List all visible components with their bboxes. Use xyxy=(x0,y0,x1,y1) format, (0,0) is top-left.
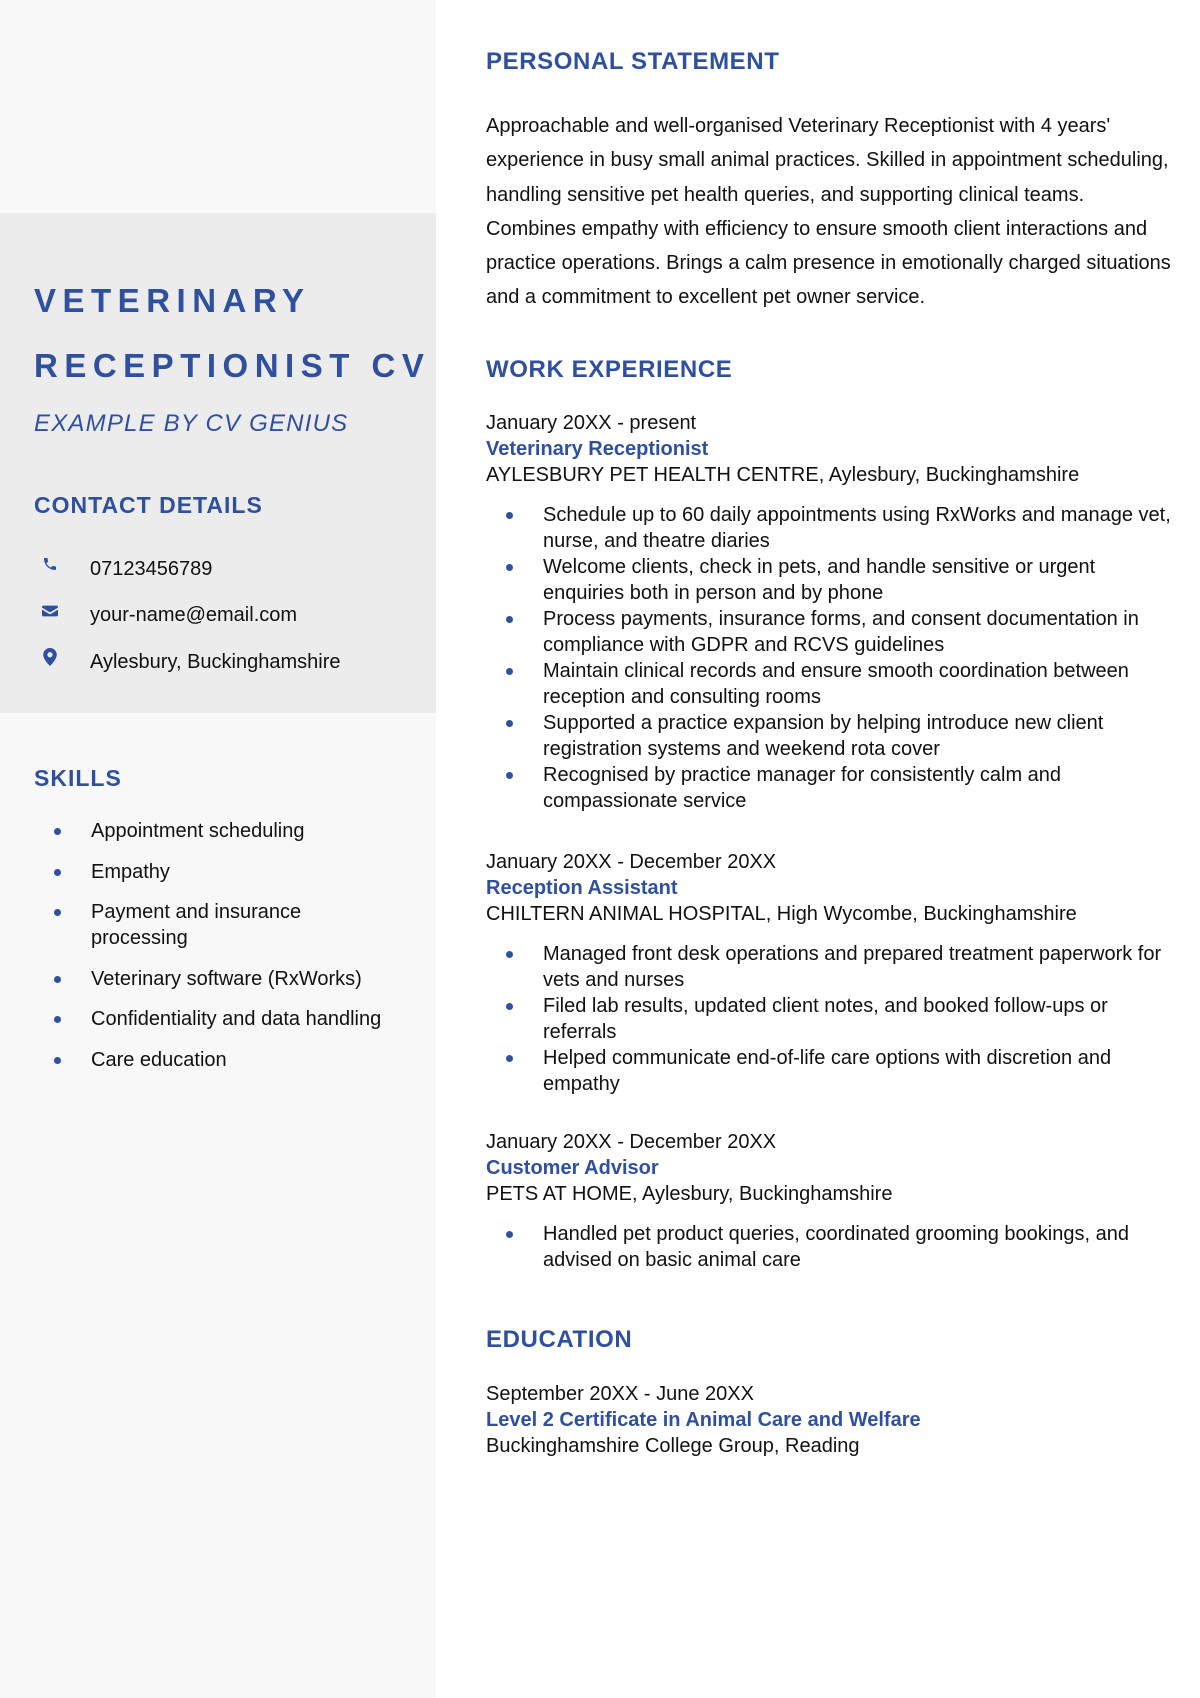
skills-list xyxy=(34,818,414,1087)
bullet-icon xyxy=(506,668,513,675)
job-bullet: Filed lab results, updated client notes, and booked follow-ups or referrals xyxy=(486,993,1176,1045)
job-bullet: Managed front desk operations and prepared treatment paperwork for vets and nurses xyxy=(486,941,1176,993)
bullet-icon xyxy=(506,1003,513,1010)
contact-phone-value: 07123456789 xyxy=(90,557,213,580)
bullet-icon xyxy=(506,772,513,779)
education-date: September 20XX - June 20XX xyxy=(486,1383,754,1405)
job-company: AYLESBURY PET HEALTH CENTRE, Aylesbury, Buckinghamshire xyxy=(486,464,1080,486)
bullet-icon xyxy=(506,720,513,727)
job-bullet: Supported a practice expansion by helping introduce new client registration systems and weekend rota cover xyxy=(486,710,1176,762)
phone-icon xyxy=(40,554,60,574)
contact-details-heading: CONTACT DETAILS xyxy=(34,492,263,518)
bullet-icon xyxy=(54,1016,61,1023)
job-title: Customer Advisor xyxy=(486,1157,659,1179)
bullet-icon xyxy=(506,1055,513,1062)
education-entry xyxy=(486,1381,1176,1459)
cv-subtitle: EXAMPLE BY CV GENIUS xyxy=(34,410,349,437)
bullet-icon xyxy=(506,951,513,958)
bullet-icon xyxy=(506,1231,513,1238)
bullet-icon xyxy=(54,909,61,916)
map-pin-icon xyxy=(40,647,60,667)
job-entry-2 xyxy=(486,849,1176,1097)
skill-item: Confidentiality and data handling xyxy=(34,1006,414,1032)
job-bullet: Recognised by practice manager for consistently calm and compassionate service xyxy=(486,762,1176,814)
job-bullet: Handled pet product queries, coordinated grooming bookings, and advised on basic animal care xyxy=(486,1221,1176,1273)
skill-item: Payment and insurance processing xyxy=(34,899,344,951)
bullet-icon xyxy=(506,616,513,623)
skill-item: Care education xyxy=(34,1047,414,1073)
education-institution: Buckinghamshire College Group, Reading xyxy=(486,1435,860,1457)
job-bullet: Maintain clinical records and ensure smooth coordination between reception and consulting rooms xyxy=(486,658,1176,710)
job-bullets xyxy=(486,941,1176,1097)
bullet-icon xyxy=(506,564,513,571)
contact-list xyxy=(40,546,341,686)
skill-item: Empathy xyxy=(34,859,414,885)
job-bullet: Helped communicate end-of-life care options with discretion and empathy xyxy=(486,1045,1176,1097)
skill-item: Appointment scheduling xyxy=(34,818,414,844)
job-bullet: Process payments, insurance forms, and consent documentation in compliance with GDPR and RCVS guidelines xyxy=(486,606,1176,658)
job-bullet: Welcome clients, check in pets, and handle sensitive or urgent enquiries both in person and by phone xyxy=(486,554,1176,606)
job-title: Reception Assistant xyxy=(486,877,678,899)
skill-item: Veterinary software (RxWorks) xyxy=(34,966,414,992)
job-bullet: Schedule up to 60 daily appointments using RxWorks and manage vet, nurse, and theatre diaries xyxy=(486,502,1176,554)
job-company: PETS AT HOME, Aylesbury, Buckinghamshire xyxy=(486,1183,893,1205)
job-bullets xyxy=(486,1221,1176,1273)
job-date: January 20XX - present xyxy=(486,412,697,434)
contact-email xyxy=(40,593,341,640)
job-date: January 20XX - December 20XX xyxy=(486,1131,777,1153)
education-title: Level 2 Certificate in Animal Care and Welfare xyxy=(486,1409,921,1431)
contact-location-value: Aylesbury, Buckinghamshire xyxy=(90,650,341,673)
job-title: Veterinary Receptionist xyxy=(486,438,709,460)
job-entry-3 xyxy=(486,1129,1176,1273)
cv-title xyxy=(34,268,430,398)
job-bullets xyxy=(486,502,1176,814)
cv-title-line-2: RECEPTIONIST CV xyxy=(34,347,431,384)
job-company: CHILTERN ANIMAL HOSPITAL, High Wycombe, Buckinghamshire xyxy=(486,903,1077,925)
envelope-icon xyxy=(40,601,60,621)
bullet-icon xyxy=(506,512,513,519)
contact-phone xyxy=(40,546,341,593)
work-experience-heading: WORK EXPERIENCE xyxy=(486,356,733,383)
skills-heading: SKILLS xyxy=(34,765,122,791)
personal-statement-heading: PERSONAL STATEMENT xyxy=(486,48,780,75)
contact-location xyxy=(40,639,341,686)
bullet-icon xyxy=(54,976,61,983)
cv-title-line-1: VETERINARY xyxy=(34,282,311,319)
bullet-icon xyxy=(54,869,61,876)
education-heading: EDUCATION xyxy=(486,1326,633,1353)
personal-statement-text: Approachable and well-organised Veterinary Receptionist with 4 years' experience in busy small animal practices. Skilled in appointment scheduling, handling sensitive pet health queries, and supporting clinical teams. Combines empathy with efficiency to ensure smooth client interactions and practice operations. Brings a calm presence in emotionally charged situations and a commitment to excellent pet owner service. xyxy=(486,115,1171,309)
job-entry-1 xyxy=(486,410,1176,814)
bullet-icon xyxy=(54,1057,61,1064)
contact-email-value: your-name@email.com xyxy=(90,604,298,627)
job-date: January 20XX - December 20XX xyxy=(486,851,777,873)
bullet-icon xyxy=(54,828,61,835)
